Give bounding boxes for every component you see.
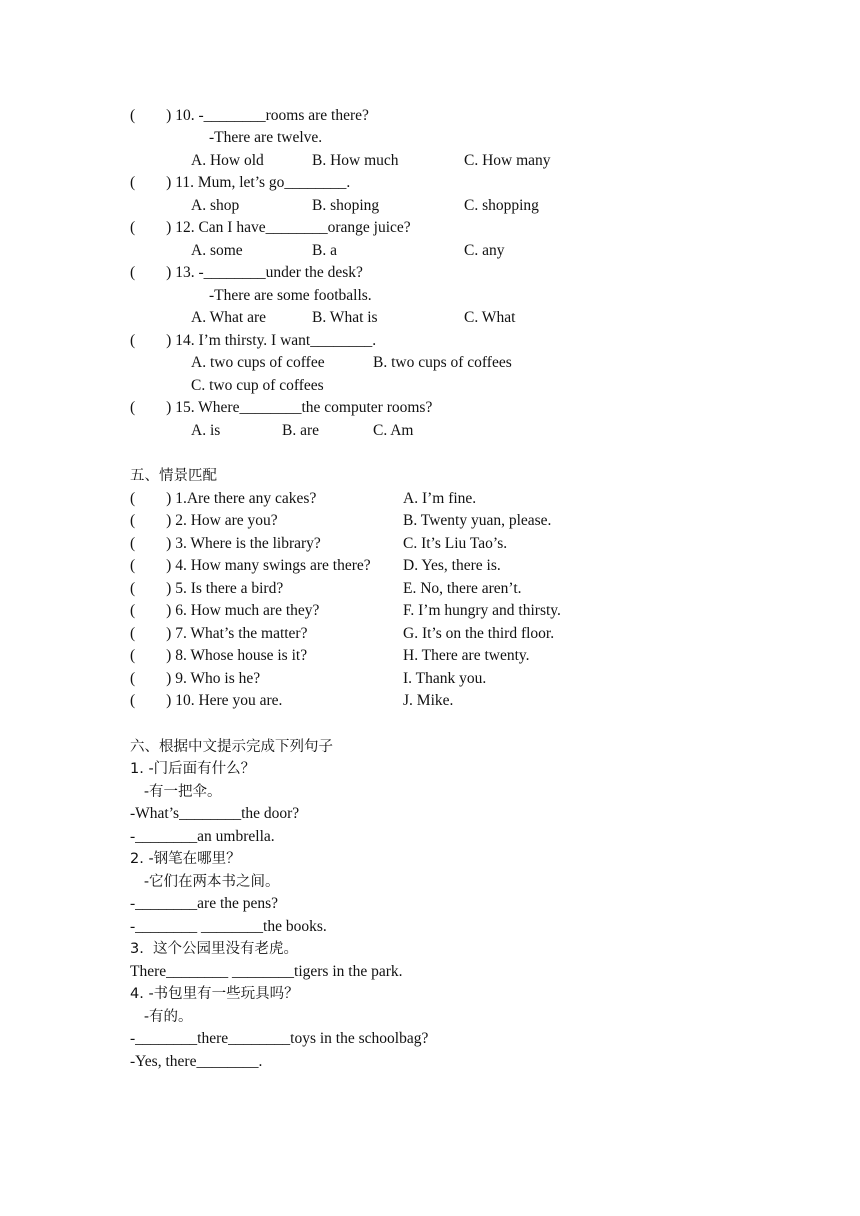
match-question-2: ( ) 2. How are you?	[130, 512, 278, 529]
match-question-1: ( ) 1.Are there any cakes?	[130, 490, 317, 507]
q14-option-b: B. two cups of coffees	[373, 354, 512, 371]
q11-stem: ( ) 11. Mum, let’s go________.	[130, 174, 351, 191]
s6-item1-english-q: -What’s________the door?	[130, 805, 300, 822]
q10-option-b: B. How much	[312, 152, 399, 169]
match-question-10: ( ) 10. Here you are.	[130, 692, 283, 709]
q13-stem: ( ) 13. -________under the desk?	[130, 264, 363, 281]
match-question-3: ( ) 3. Where is the library?	[130, 535, 321, 552]
q10-option-c: C. How many	[464, 152, 551, 169]
s6-item3-prompt: 3. 这个公园里没有老虎。	[130, 941, 299, 957]
match-answer-i: I. Thank you.	[403, 670, 487, 687]
q11-option-c: C. shopping	[464, 197, 539, 214]
section6-title: 六、根据中文提示完成下列句子	[130, 739, 333, 755]
q12-option-b: B. a	[312, 242, 337, 259]
match-answer-f: F. I’m hungry and thirsty.	[403, 602, 561, 619]
q13-option-b: B. What is	[312, 309, 378, 326]
match-answer-e: E. No, there aren’t.	[403, 580, 522, 597]
q14-stem: ( ) 14. I’m thirsty. I want________.	[130, 332, 377, 349]
section5-title: 五、情景匹配	[130, 468, 217, 484]
match-question-6: ( ) 6. How much are they?	[130, 602, 320, 619]
q12-option-c: C. any	[464, 242, 505, 259]
match-answer-g: G. It’s on the third floor.	[403, 625, 555, 642]
s6-item4-prompt: 4. -书包里有一些玩具吗？	[130, 986, 299, 1002]
s6-item2-english-a: -________ ________the books.	[130, 918, 327, 935]
q12-stem: ( ) 12. Can I have________orange juice?	[130, 219, 411, 236]
match-answer-a: A. I’m fine.	[403, 490, 477, 507]
match-question-8: ( ) 8. Whose house is it?	[130, 647, 308, 664]
match-question-4: ( ) 4. How many swings are there?	[130, 557, 371, 574]
q15-option-c: C. Am	[373, 422, 414, 439]
q14-option-c: C. two cup of coffees	[191, 377, 324, 394]
q13-option-a: A. What are	[191, 309, 267, 326]
match-question-9: ( ) 9. Who is he?	[130, 670, 261, 687]
s6-item4-prompt-reply: -有的。	[130, 1009, 193, 1025]
match-answer-d: D. Yes, there is.	[403, 557, 501, 574]
q15-option-a: A. is	[191, 422, 221, 439]
s6-item4-english-q: -________there________toys in the schoolbag?	[130, 1030, 429, 1047]
q10-answer: -There are twelve.	[209, 129, 323, 146]
q13-option-c: C. What	[464, 309, 516, 326]
match-answer-c: C. It’s Liu Tao’s.	[403, 535, 508, 552]
q15-stem: ( ) 15. Where________the computer rooms?	[130, 399, 433, 416]
match-answer-j: J. Mike.	[403, 692, 454, 709]
s6-item3-english: There________ ________tigers in the park.	[130, 963, 403, 980]
q12-option-a: A. some	[191, 242, 243, 259]
match-answer-h: H. There are twenty.	[403, 647, 530, 664]
s6-item2-prompt-reply: -它们在两本书之间。	[130, 874, 280, 890]
s6-item1-prompt: 1. -门后面有什么？	[130, 761, 256, 777]
s6-item2-english-q: -________are the pens?	[130, 895, 279, 912]
match-answer-b: B. Twenty yuan, please.	[403, 512, 552, 529]
q14-option-a: A. two cups of coffee	[191, 354, 325, 371]
match-question-7: ( ) 7. What’s the matter?	[130, 625, 308, 642]
q11-option-b: B. shoping	[312, 197, 380, 214]
s6-item1-prompt-reply: -有一把伞。	[130, 784, 222, 800]
q11-option-a: A. shop	[191, 197, 240, 214]
q10-option-a: A. How old	[191, 152, 264, 169]
s6-item4-english-a: -Yes, there________.	[130, 1053, 263, 1070]
match-question-5: ( ) 5. Is there a bird?	[130, 580, 284, 597]
q13-answer: -There are some footballs.	[209, 287, 372, 304]
q15-option-b: B. are	[282, 422, 320, 439]
q10-stem: ( ) 10. -________rooms are there?	[130, 107, 369, 124]
s6-item2-prompt: 2. -钢笔在哪里？	[130, 851, 241, 867]
s6-item1-english-a: -________an umbrella.	[130, 828, 275, 845]
